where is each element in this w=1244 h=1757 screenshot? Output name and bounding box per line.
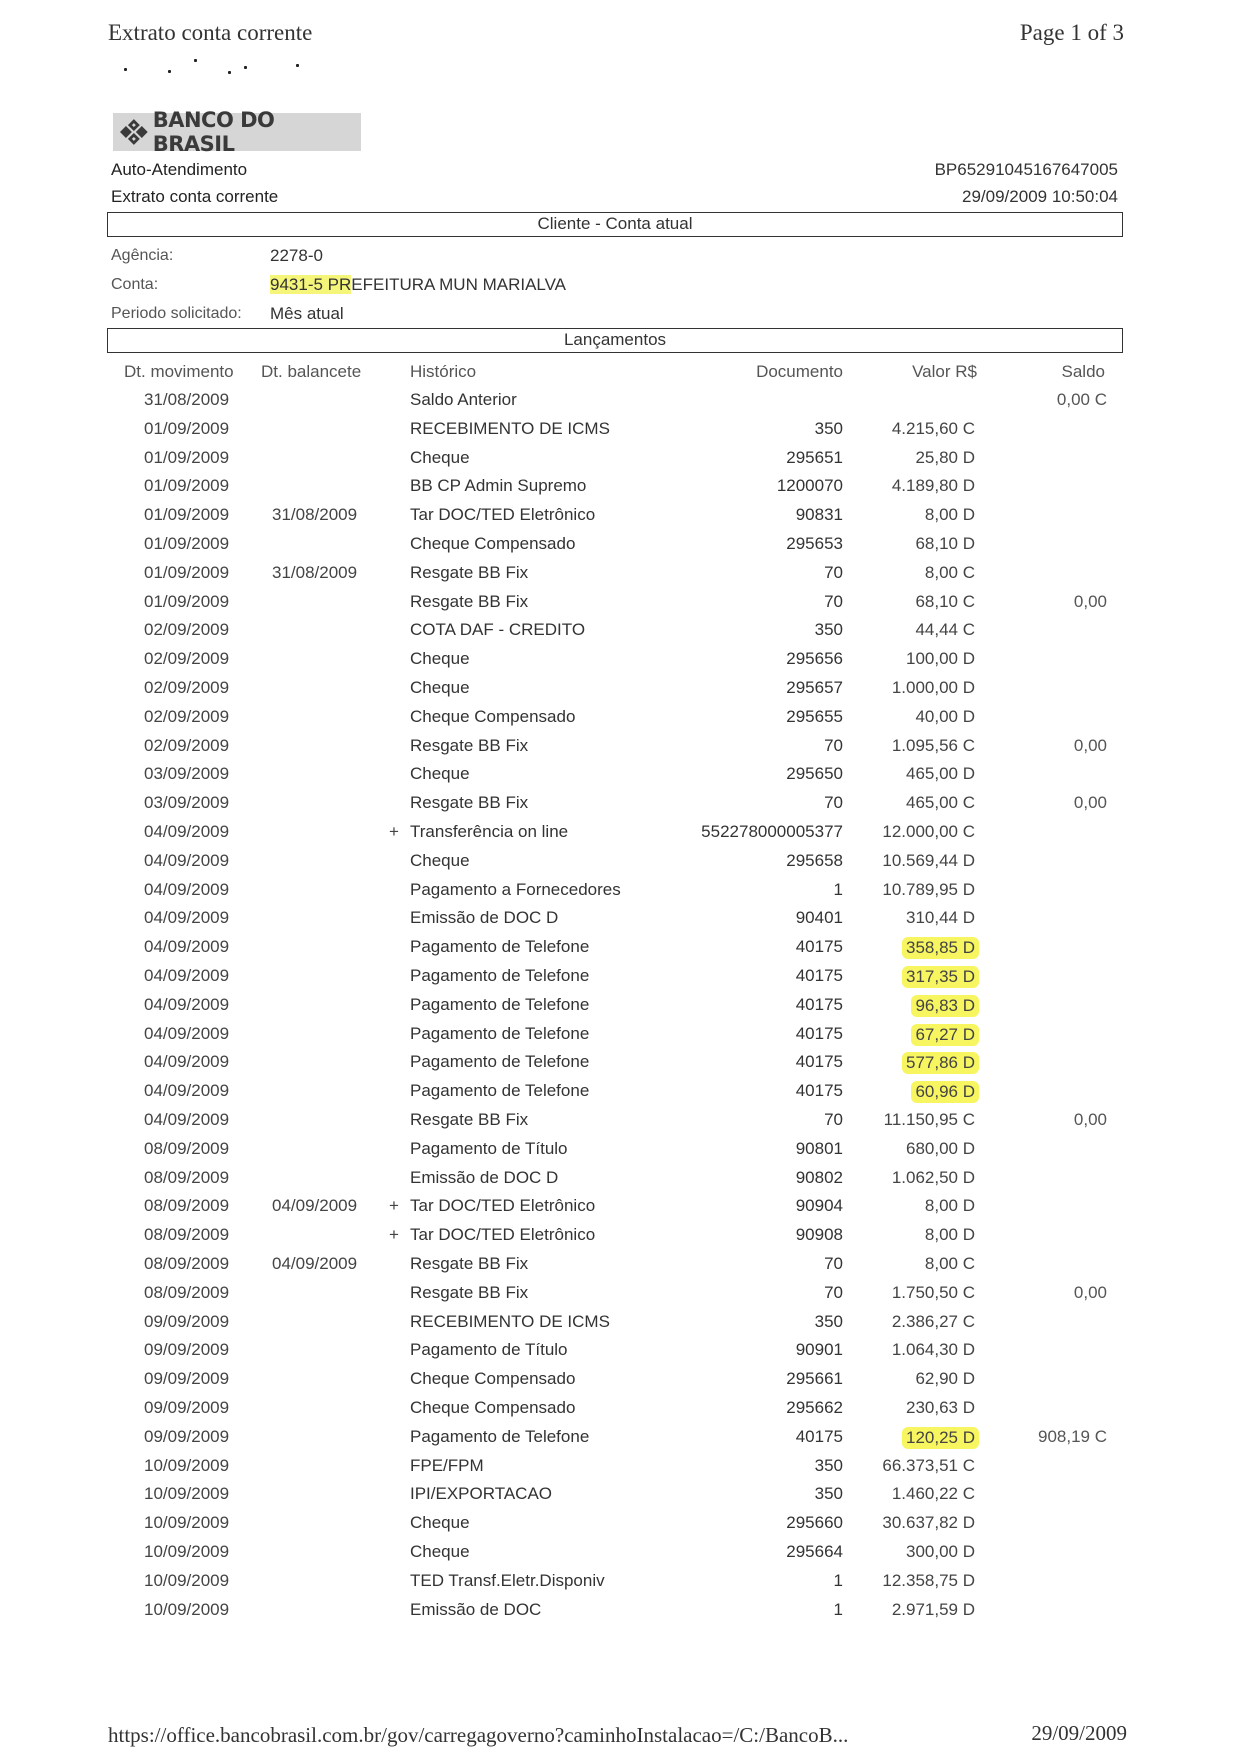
cell-historico: Cheque Compensado [410, 706, 576, 726]
cell-historico: IPI/EXPORTACAO [410, 1484, 553, 1504]
cell-valor: 12.358,75 D [882, 1570, 975, 1590]
cell-historico: Pagamento de Telefone [410, 937, 590, 957]
cell-dt-movimento: 08/09/2009 [144, 1138, 230, 1158]
cell-dt-movimento: 04/09/2009 [144, 994, 230, 1014]
cell-valor: 1.000,00 D [891, 678, 975, 697]
cell-documento: 295653 [786, 534, 843, 553]
cell-dt-movimento: 03/09/2009 [144, 793, 230, 813]
cell-valor: 8,00 D [924, 505, 975, 525]
cell-dt-movimento: 04/09/2009 [144, 1023, 230, 1043]
cell-historico: BB CP Admin Supremo [410, 476, 587, 496]
table-row [0, 707, 1244, 733]
cell-valor: 60,96 D [911, 1081, 979, 1103]
table-row [0, 1456, 1244, 1482]
conta-number-highlight: 9431-5 PR [270, 275, 352, 294]
cell-dt-movimento: 04/09/2009 [144, 908, 230, 928]
cell-dt-movimento: 04/09/2009 [144, 850, 230, 870]
cell-plus-marker: + [389, 822, 399, 841]
table-row [0, 390, 1244, 416]
cell-dt-balancete: 31/08/2009 [272, 505, 358, 525]
cell-historico: Cheque Compensado [410, 1369, 576, 1389]
section-lancamentos-header: Lançamentos [107, 328, 1123, 353]
cell-documento: 295650 [786, 764, 843, 784]
cell-documento: 1 [833, 1599, 843, 1619]
cell-documento: 90401 [795, 908, 843, 928]
cell-dt-movimento: 02/09/2009 [144, 735, 230, 755]
cell-documento: 70 [824, 591, 843, 611]
col-dt-balancete: Dt. balancete [261, 362, 362, 381]
cell-documento: 70 [824, 735, 843, 755]
cell-valor: 2.386,27 C [891, 1311, 975, 1331]
cell-valor: 358,85 D [902, 937, 979, 959]
table-row [0, 476, 1244, 502]
cell-dt-movimento: 04/09/2009 [144, 1081, 230, 1101]
cell-saldo: 0,00 [1073, 1282, 1107, 1302]
cell-dt-movimento: 01/09/2009 [144, 505, 230, 525]
cell-dt-movimento: 01/09/2009 [144, 418, 230, 438]
cell-valor: 8,00 C [924, 562, 975, 582]
cell-dt-movimento: 02/09/2009 [144, 649, 230, 669]
cell-historico: TED Transf.Eletr.Disponiv [410, 1570, 605, 1590]
cell-documento: 1 [833, 1570, 843, 1590]
cell-saldo: 0,00 C [1056, 390, 1107, 409]
cell-historico: Pagamento de Telefone [410, 1081, 590, 1101]
channel-label: Auto-Atendimento [111, 160, 248, 179]
agencia-label: Agência: [111, 247, 174, 264]
cell-documento: 295651 [786, 447, 843, 467]
cell-historico: Cheque [410, 850, 470, 870]
table-row [0, 448, 1244, 474]
table-row [0, 534, 1244, 560]
cell-historico: Tar DOC/TED Eletrônico [410, 1225, 596, 1245]
cell-historico: Cheque Compensado [410, 1398, 576, 1417]
cell-valor: 44,44 C [915, 620, 975, 640]
cell-valor: 12.000,00 C [882, 822, 975, 841]
table-row [0, 1600, 1244, 1626]
table-row [0, 1283, 1244, 1309]
cell-valor: 317,35 D [902, 966, 979, 988]
cell-historico: Tar DOC/TED Eletrônico [410, 1196, 596, 1216]
cell-dt-movimento: 02/09/2009 [144, 706, 230, 726]
table-row [0, 678, 1244, 704]
conta-value [270, 275, 566, 295]
cell-valor: 100,00 D [906, 649, 975, 669]
cell-documento: 40175 [795, 1081, 843, 1101]
cell-historico: Resgate BB Fix [410, 1282, 529, 1302]
cell-documento: 90904 [795, 1196, 843, 1216]
cell-historico: Cheque Compensado [410, 534, 576, 553]
cell-documento: 350 [814, 1311, 843, 1331]
cell-historico: RECEBIMENTO DE ICMS [410, 1311, 610, 1331]
cell-valor: 1.064,30 D [891, 1340, 975, 1360]
cell-historico: Cheque [410, 1542, 470, 1561]
cell-historico: Tar DOC/TED Eletrônico [410, 505, 596, 525]
cell-dt-movimento: 04/09/2009 [144, 966, 230, 985]
cell-historico: Cheque [410, 1513, 470, 1533]
cell-documento: 40175 [795, 1426, 843, 1446]
table-row [0, 1542, 1244, 1568]
cell-dt-balancete: 31/08/2009 [272, 562, 358, 582]
cell-historico: Resgate BB Fix [410, 793, 529, 813]
col-valor: Valor R$ [912, 362, 977, 381]
section-client-header: Cliente - Conta atual [107, 212, 1123, 237]
cell-valor: 10.789,95 D [882, 879, 975, 899]
table-row [0, 1427, 1244, 1453]
cell-valor: 30.637,82 D [882, 1513, 975, 1533]
table-row [0, 1139, 1244, 1165]
cell-historico: Cheque [410, 649, 470, 669]
cell-documento: 1 [833, 879, 843, 899]
col-saldo: Saldo [1061, 362, 1105, 381]
cell-dt-movimento: 01/09/2009 [144, 562, 230, 582]
cell-dt-movimento: 09/09/2009 [144, 1311, 230, 1331]
cell-dt-movimento: 10/09/2009 [144, 1570, 230, 1590]
table-row [0, 851, 1244, 877]
table-row [0, 1571, 1244, 1597]
cell-valor: 300,00 D [906, 1542, 975, 1561]
cell-valor: 40,00 D [915, 706, 975, 726]
cell-dt-balancete: 04/09/2009 [272, 1196, 358, 1216]
cell-dt-movimento: 10/09/2009 [144, 1599, 230, 1619]
cell-documento: 295655 [786, 706, 843, 726]
cell-historico: FPE/FPM [410, 1455, 484, 1475]
table-row [0, 1196, 1244, 1222]
cell-historico: Resgate BB Fix [410, 562, 529, 582]
cell-dt-movimento: 03/09/2009 [144, 764, 230, 784]
cell-valor: 1.062,50 D [891, 1167, 975, 1187]
cell-documento: 70 [824, 1110, 843, 1129]
col-dt-movimento: Dt. movimento [124, 362, 234, 381]
table-row [0, 1254, 1244, 1280]
issue-datetime: 29/09/2009 10:50:04 [962, 187, 1118, 206]
table-row [0, 937, 1244, 963]
cell-documento: 90901 [795, 1340, 843, 1360]
cell-valor: 230,63 D [906, 1398, 975, 1417]
table-row [0, 592, 1244, 618]
cell-valor: 1.750,50 C [891, 1282, 975, 1302]
cell-documento: 40175 [795, 994, 843, 1014]
table-row [0, 1168, 1244, 1194]
cell-valor: 8,00 D [924, 1196, 975, 1216]
cell-dt-movimento: 10/09/2009 [144, 1513, 230, 1533]
cell-documento: 90802 [795, 1167, 843, 1187]
document-type-label: Extrato conta corrente [111, 187, 279, 206]
cell-valor: 577,86 D [902, 1052, 979, 1074]
cell-documento: 1200070 [776, 476, 843, 496]
cell-dt-movimento: 01/09/2009 [144, 534, 230, 553]
cell-valor: 465,00 D [906, 764, 975, 784]
cell-valor: 8,00 C [924, 1254, 975, 1273]
table-row [0, 649, 1244, 675]
cell-documento: 70 [824, 1282, 843, 1302]
cell-valor: 8,00 D [924, 1225, 975, 1245]
cell-documento: 40175 [795, 1023, 843, 1043]
cell-valor: 310,44 D [906, 908, 975, 928]
cell-valor: 10.569,44 D [882, 850, 975, 870]
cell-saldo: 908,19 C [1038, 1426, 1107, 1446]
table-row [0, 764, 1244, 790]
cell-historico: Pagamento de Título [410, 1340, 568, 1360]
cell-valor: 120,25 D [902, 1427, 979, 1449]
cell-dt-movimento: 08/09/2009 [144, 1167, 230, 1187]
table-row [0, 563, 1244, 589]
cell-saldo: 0,00 [1073, 591, 1107, 611]
cell-saldo: 0,00 [1073, 793, 1107, 813]
cell-dt-movimento: 10/09/2009 [144, 1484, 230, 1504]
agencia-value: 2278-0 [270, 246, 323, 265]
cell-historico: COTA DAF - CREDITO [410, 620, 586, 640]
footer-date: 29/09/2009 [1031, 1721, 1127, 1745]
cell-documento: 350 [814, 418, 843, 438]
cell-documento: 90908 [795, 1225, 843, 1245]
cell-dt-movimento: 01/09/2009 [144, 447, 230, 467]
cell-documento: 70 [824, 1254, 843, 1273]
cell-documento: 295658 [786, 850, 843, 870]
bb-logo-icon [119, 118, 149, 146]
cell-historico: Cheque [410, 764, 470, 784]
cell-documento: 295661 [786, 1369, 843, 1389]
cell-historico: Pagamento de Telefone [410, 994, 590, 1014]
table-row [0, 1081, 1244, 1107]
cell-valor: 68,10 D [915, 534, 975, 553]
cell-valor: 62,90 D [915, 1369, 975, 1389]
cell-historico: Resgate BB Fix [410, 1110, 529, 1129]
table-row [0, 908, 1244, 934]
cell-saldo: 0,00 [1073, 1110, 1107, 1129]
cell-documento: 90831 [795, 505, 843, 525]
cell-valor: 680,00 D [906, 1138, 975, 1158]
cell-historico: Pagamento de Título [410, 1138, 568, 1158]
table-row [0, 1312, 1244, 1338]
cell-documento: 295662 [786, 1398, 843, 1417]
bank-logo [113, 108, 361, 156]
table-row [0, 1398, 1244, 1424]
table-row [0, 793, 1244, 819]
cell-documento: 40175 [795, 937, 843, 957]
cell-valor: 1.460,22 C [891, 1484, 975, 1504]
cell-valor: 1.095,56 C [891, 735, 975, 755]
cell-valor: 96,83 D [911, 995, 979, 1017]
cell-documento: 70 [824, 793, 843, 813]
cell-documento: 90801 [795, 1138, 843, 1158]
cell-valor: 465,00 C [906, 793, 975, 813]
cell-documento: 295656 [786, 649, 843, 669]
cell-dt-movimento: 09/09/2009 [144, 1369, 230, 1389]
cell-documento: 70 [824, 562, 843, 582]
scan-specks [120, 58, 320, 82]
table-row [0, 620, 1244, 646]
cell-documento: 350 [814, 1455, 843, 1475]
col-historico: Histórico [410, 362, 477, 381]
table-row [0, 1340, 1244, 1366]
cell-historico: Emissão de DOC D [410, 908, 559, 928]
table-row [0, 1052, 1244, 1078]
cell-dt-movimento: 09/09/2009 [144, 1426, 230, 1446]
cell-historico: Cheque [410, 678, 470, 697]
cell-dt-movimento: 08/09/2009 [144, 1196, 230, 1216]
logo-text: BANCO DO BRASIL [152, 108, 275, 156]
cell-dt-movimento: 02/09/2009 [144, 620, 230, 640]
table-row [0, 880, 1244, 906]
cell-saldo: 0,00 [1073, 735, 1107, 755]
cell-dt-movimento: 08/09/2009 [144, 1254, 230, 1273]
cell-documento: 295664 [786, 1542, 843, 1561]
col-documento: Documento [756, 362, 843, 381]
cell-dt-movimento: 10/09/2009 [144, 1542, 230, 1561]
table-row [0, 822, 1244, 848]
cell-documento: 40175 [795, 1052, 843, 1072]
cell-dt-movimento: 04/09/2009 [144, 822, 230, 841]
cell-valor: 4.215,60 C [891, 418, 975, 438]
table-row [0, 995, 1244, 1021]
cell-dt-movimento: 08/09/2009 [144, 1225, 230, 1245]
cell-dt-movimento: 10/09/2009 [144, 1455, 230, 1475]
cell-historico: Transferência on line [410, 822, 569, 841]
cell-valor: 67,27 D [911, 1024, 979, 1046]
table-row [0, 1513, 1244, 1539]
table-row [0, 1369, 1244, 1395]
cell-dt-balancete: 04/09/2009 [272, 1254, 358, 1273]
conta-holder-name: EFEITURA MUN MARIALVA [351, 275, 567, 294]
cell-dt-movimento: 02/09/2009 [144, 678, 230, 697]
cell-dt-movimento: 09/09/2009 [144, 1398, 230, 1417]
cell-dt-movimento: 09/09/2009 [144, 1340, 230, 1360]
cell-dt-movimento: 04/09/2009 [144, 1110, 230, 1129]
cell-dt-movimento: 01/09/2009 [144, 476, 230, 496]
cell-documento: 295657 [786, 678, 843, 697]
table-row [0, 736, 1244, 762]
cell-historico: Pagamento de Telefone [410, 966, 590, 985]
table-row [0, 505, 1244, 531]
table-row [0, 1225, 1244, 1251]
periodo-value: Mês atual [270, 304, 344, 323]
cell-dt-movimento: 01/09/2009 [144, 591, 230, 611]
print-title: Extrato conta corrente [108, 20, 313, 45]
cell-documento: 350 [814, 620, 843, 640]
page-indicator: Page 1 of 3 [1019, 20, 1124, 45]
cell-valor: 66.373,51 C [882, 1455, 975, 1475]
table-row [0, 1484, 1244, 1510]
table-row [0, 1024, 1244, 1050]
cell-historico: Resgate BB Fix [410, 735, 529, 755]
cell-valor: 25,80 D [915, 447, 975, 467]
cell-historico: RECEBIMENTO DE ICMS [410, 418, 610, 438]
cell-historico: Cheque [410, 447, 470, 467]
cell-historico: Resgate BB Fix [410, 591, 529, 611]
cell-dt-movimento: 08/09/2009 [144, 1282, 230, 1302]
cell-historico: Saldo Anterior [410, 390, 517, 409]
periodo-label: Periodo solicitado: [111, 305, 242, 322]
cell-historico: Pagamento de Telefone [410, 1426, 590, 1446]
cell-historico: Pagamento de Telefone [410, 1023, 590, 1043]
cell-dt-movimento: 04/09/2009 [144, 1052, 230, 1072]
table-row [0, 1110, 1244, 1136]
cell-historico: Pagamento a Fornecedores [410, 879, 621, 899]
cell-valor: 4.189,80 D [891, 476, 975, 496]
cell-valor: 2.971,59 D [891, 1599, 975, 1619]
document-code: BP65291045167647005 [934, 160, 1118, 179]
table-row [0, 966, 1244, 992]
cell-documento: 552278000005377 [701, 822, 843, 841]
cell-documento: 350 [814, 1484, 843, 1504]
cell-valor: 68,10 C [915, 591, 975, 611]
cell-documento: 40175 [795, 966, 843, 985]
cell-valor: 11.150,95 C [883, 1110, 975, 1129]
cell-historico: Pagamento de Telefone [410, 1052, 590, 1072]
cell-dt-movimento: 04/09/2009 [144, 937, 230, 957]
cell-historico: Emissão de DOC D [410, 1167, 559, 1187]
footer-url: https://office.bancobrasil.com.br/gov/carregagoverno?caminhoInstalacao=/C:/BancoB... [108, 1723, 849, 1747]
cell-historico: Resgate BB Fix [410, 1254, 529, 1273]
cell-plus-marker: + [389, 1225, 399, 1245]
cell-dt-movimento: 31/08/2009 [144, 390, 230, 409]
cell-plus-marker: + [389, 1196, 399, 1216]
conta-label: Conta: [111, 276, 159, 293]
cell-dt-movimento: 04/09/2009 [144, 879, 230, 899]
cell-historico: Emissão de DOC [410, 1599, 542, 1619]
cell-documento: 295660 [786, 1513, 843, 1533]
table-row [0, 419, 1244, 445]
